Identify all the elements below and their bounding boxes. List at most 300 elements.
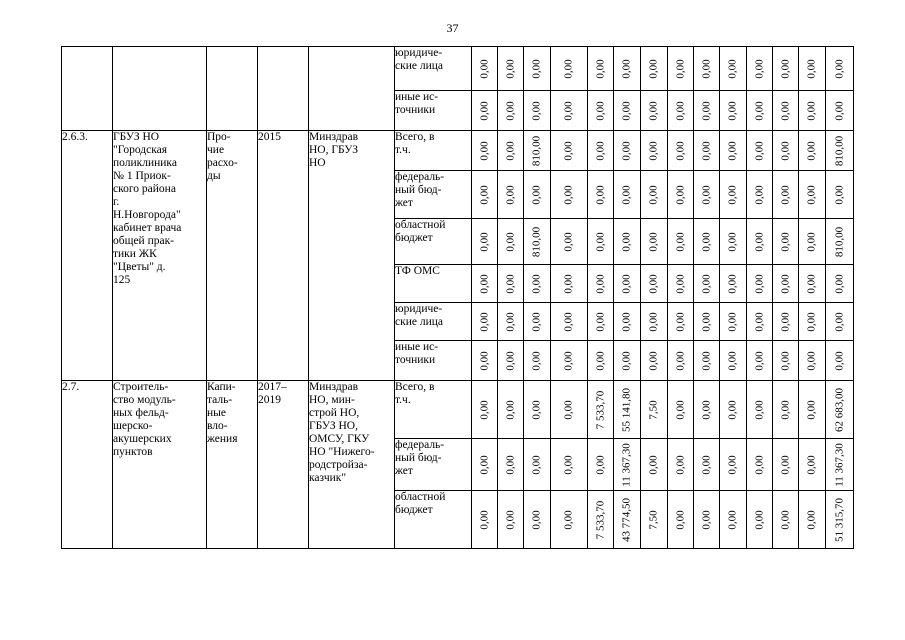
value-cell <box>588 47 614 91</box>
value-text: 0,00 <box>620 184 633 205</box>
value-text: 0,00 <box>700 509 712 530</box>
funding-source-cell: федераль- ный бюд- жет <box>395 171 472 219</box>
value-text: 0,00 <box>478 184 490 205</box>
value-text: 0,00 <box>833 184 845 205</box>
value-text: 0,00 <box>700 231 712 252</box>
value-text: 0,00 <box>594 58 606 79</box>
value-text: 0,00 <box>504 509 516 530</box>
value-cell <box>826 171 854 219</box>
value-text: 0,00 <box>779 58 791 79</box>
value-text: 0,00 <box>779 454 791 475</box>
value-cell <box>694 303 720 341</box>
value-text: 0,00 <box>647 58 660 79</box>
value-cell <box>773 439 799 491</box>
value-cell <box>799 219 826 265</box>
value-text: 0,00 <box>647 184 660 205</box>
funding-source-cell: юридиче- ские лица <box>395 47 472 91</box>
value-cell <box>668 91 694 131</box>
value-text: 0,00 <box>530 273 543 294</box>
value-text: 0,00 <box>674 454 686 475</box>
value-text: 62 683,00 <box>833 387 845 432</box>
value-cell <box>668 219 694 265</box>
value-text: 0,00 <box>620 350 633 371</box>
value-text: 0,00 <box>726 399 739 420</box>
value-cell <box>641 47 668 91</box>
value-text: 51 315,70 <box>833 497 845 542</box>
value-cell <box>588 439 614 491</box>
value-cell <box>694 219 720 265</box>
value-cell <box>747 47 773 91</box>
value-text: 0,00 <box>562 273 575 294</box>
funding-source-cell: Всего, в т.ч. <box>395 131 472 171</box>
value-cell <box>524 131 551 171</box>
value-cell <box>472 341 498 381</box>
value-cell <box>826 303 854 341</box>
value-text: 0,00 <box>594 311 606 332</box>
value-text: 0,00 <box>674 184 686 205</box>
value-cell <box>614 439 641 491</box>
value-text: 0,00 <box>620 273 633 294</box>
value-text: 0,00 <box>478 399 490 420</box>
value-text: 0,00 <box>753 184 765 205</box>
value-cell <box>747 341 773 381</box>
value-text: 0,00 <box>700 100 712 121</box>
value-text: 0,00 <box>594 184 606 205</box>
executor-cell <box>309 47 395 131</box>
value-text: 0,00 <box>805 231 818 252</box>
value-text: 0,00 <box>478 273 490 294</box>
value-cell <box>720 91 747 131</box>
value-text: 0,00 <box>674 58 686 79</box>
value-text: 7 533,70 <box>594 390 606 429</box>
value-text: 0,00 <box>562 100 575 121</box>
value-text: 810,00 <box>833 135 845 166</box>
value-cell <box>773 171 799 219</box>
value-text: 0,00 <box>504 273 516 294</box>
table-body <box>62 47 854 549</box>
value-cell <box>551 91 588 131</box>
value-text: 0,00 <box>753 58 765 79</box>
value-text: 0,00 <box>805 100 818 121</box>
value-cell <box>799 131 826 171</box>
value-text: 0,00 <box>805 58 818 79</box>
value-text: 0,00 <box>700 184 712 205</box>
value-text: 0,00 <box>805 140 818 161</box>
value-text: 0,00 <box>805 509 818 530</box>
value-cell <box>773 265 799 303</box>
value-cell <box>720 131 747 171</box>
value-cell <box>694 91 720 131</box>
value-text: 0,00 <box>700 58 712 79</box>
value-text: 11 367,30 <box>833 442 845 487</box>
value-text: 0,00 <box>779 100 791 121</box>
value-cell <box>498 381 524 439</box>
value-cell <box>826 219 854 265</box>
value-cell <box>694 47 720 91</box>
value-text: 0,00 <box>562 454 575 475</box>
value-text: 0,00 <box>562 311 575 332</box>
value-text: 0,00 <box>726 100 739 121</box>
executor-cell: Минздрав НО, мин- строй НО, ГБУЗ НО, ОМСУ, ГКУ НО "Нижего- родстройза- казчик" <box>309 381 395 549</box>
value-cell <box>668 439 694 491</box>
value-text: 0,00 <box>674 350 686 371</box>
value-text: 0,00 <box>504 58 516 79</box>
funding-source-cell: областной бюджет <box>395 219 472 265</box>
value-cell <box>773 47 799 91</box>
value-cell <box>551 219 588 265</box>
value-text: 0,00 <box>674 100 686 121</box>
value-cell <box>668 341 694 381</box>
value-cell <box>694 439 720 491</box>
value-cell <box>720 303 747 341</box>
value-cell <box>694 491 720 549</box>
value-text: 7 533,70 <box>594 500 606 539</box>
value-text: 0,00 <box>478 454 490 475</box>
value-text: 0,00 <box>620 231 633 252</box>
value-cell <box>551 47 588 91</box>
value-text: 0,00 <box>674 231 686 252</box>
value-text: 0,00 <box>478 231 490 252</box>
value-text: 0,00 <box>620 311 633 332</box>
value-text: 0,00 <box>647 140 660 161</box>
value-text: 0,00 <box>753 273 765 294</box>
value-text: 0,00 <box>562 140 575 161</box>
value-text: 0,00 <box>594 231 606 252</box>
value-cell <box>641 381 668 439</box>
value-text: 0,00 <box>779 231 791 252</box>
value-cell <box>773 131 799 171</box>
value-text: 0,00 <box>478 350 490 371</box>
value-cell <box>773 341 799 381</box>
value-cell <box>614 265 641 303</box>
value-cell <box>524 219 551 265</box>
value-text: 0,00 <box>805 399 818 420</box>
value-cell <box>747 491 773 549</box>
value-text: 0,00 <box>620 140 633 161</box>
value-cell <box>614 131 641 171</box>
value-text: 0,00 <box>562 58 575 79</box>
value-cell <box>524 265 551 303</box>
value-text: 0,00 <box>530 311 543 332</box>
value-cell <box>773 219 799 265</box>
value-text: 0,00 <box>753 311 765 332</box>
value-cell <box>498 171 524 219</box>
value-cell <box>551 131 588 171</box>
value-cell <box>551 491 588 549</box>
expense-type-cell: Про- чие расхо- ды <box>207 131 258 381</box>
value-text: 0,00 <box>674 311 686 332</box>
value-text: 0,00 <box>478 140 490 161</box>
value-cell <box>551 439 588 491</box>
value-text: 0,00 <box>594 350 606 371</box>
value-text: 43 774,50 <box>620 497 633 542</box>
value-cell <box>668 491 694 549</box>
value-text: 0,00 <box>504 350 516 371</box>
value-cell <box>641 265 668 303</box>
value-cell <box>498 91 524 131</box>
value-cell <box>826 265 854 303</box>
table-row <box>62 381 854 439</box>
value-text: 0,00 <box>594 273 606 294</box>
value-cell <box>614 91 641 131</box>
value-text: 0,00 <box>647 273 660 294</box>
value-cell <box>826 491 854 549</box>
value-text: 0,00 <box>833 311 845 332</box>
value-cell <box>641 439 668 491</box>
value-cell <box>551 381 588 439</box>
table-row <box>62 131 854 171</box>
value-cell <box>588 91 614 131</box>
value-text: 0,00 <box>562 399 575 420</box>
value-text: 0,00 <box>779 140 791 161</box>
value-cell <box>588 171 614 219</box>
value-text: 0,00 <box>647 454 660 475</box>
value-cell <box>799 91 826 131</box>
value-cell <box>588 265 614 303</box>
value-text: 0,00 <box>478 509 490 530</box>
value-text: 0,00 <box>530 58 543 79</box>
value-cell <box>472 265 498 303</box>
value-cell <box>641 341 668 381</box>
value-cell <box>498 341 524 381</box>
value-cell <box>668 265 694 303</box>
value-text: 0,00 <box>674 273 686 294</box>
value-cell <box>498 265 524 303</box>
value-text: 7,50 <box>647 509 660 530</box>
value-cell <box>588 219 614 265</box>
value-text: 0,00 <box>594 100 606 121</box>
value-text: 0,00 <box>833 273 845 294</box>
value-cell <box>799 265 826 303</box>
value-cell <box>773 303 799 341</box>
value-cell <box>720 219 747 265</box>
value-text: 0,00 <box>478 311 490 332</box>
value-text: 0,00 <box>779 184 791 205</box>
value-text: 0,00 <box>562 509 575 530</box>
value-cell <box>524 491 551 549</box>
value-cell <box>773 381 799 439</box>
value-cell <box>641 303 668 341</box>
value-text: 0,00 <box>726 350 739 371</box>
value-cell <box>799 47 826 91</box>
value-text: 0,00 <box>530 100 543 121</box>
value-text: 0,00 <box>562 231 575 252</box>
item-name-cell: Строитель- ство модуль- ных фельд- шерско- акушерских пунктов <box>113 381 207 549</box>
funding-source-cell: Всего, в т.ч. <box>395 381 472 439</box>
value-text: 0,00 <box>726 231 739 252</box>
value-cell <box>551 303 588 341</box>
value-cell <box>551 341 588 381</box>
value-cell <box>614 341 641 381</box>
value-cell <box>747 265 773 303</box>
value-cell <box>588 341 614 381</box>
value-cell <box>472 381 498 439</box>
value-text: 0,00 <box>594 140 606 161</box>
item-name-cell <box>113 47 207 131</box>
value-cell <box>472 219 498 265</box>
value-text: 0,00 <box>478 58 490 79</box>
budget-table <box>61 46 854 549</box>
value-text: 810,00 <box>530 135 543 166</box>
value-cell <box>826 341 854 381</box>
value-text: 0,00 <box>504 399 516 420</box>
value-text: 0,00 <box>753 231 765 252</box>
value-text: 0,00 <box>753 509 765 530</box>
value-text: 0,00 <box>805 454 818 475</box>
value-cell <box>773 91 799 131</box>
value-cell <box>747 219 773 265</box>
value-text: 0,00 <box>753 140 765 161</box>
value-cell <box>826 47 854 91</box>
value-text: 0,00 <box>620 100 633 121</box>
value-text: 0,00 <box>779 311 791 332</box>
value-text: 0,00 <box>753 399 765 420</box>
value-text: 0,00 <box>779 509 791 530</box>
value-text: 0,00 <box>562 350 575 371</box>
value-text: 0,00 <box>726 184 739 205</box>
value-text: 0,00 <box>753 100 765 121</box>
value-text: 0,00 <box>530 184 543 205</box>
value-cell <box>614 491 641 549</box>
funding-source-cell: федераль- ный бюд- жет <box>395 439 472 491</box>
item-number-cell: 2.6.3. <box>62 131 113 381</box>
value-cell <box>720 265 747 303</box>
period-cell <box>258 47 309 131</box>
expense-type-cell <box>207 47 258 131</box>
funding-source-cell: иные ис- точники <box>395 91 472 131</box>
value-text: 0,00 <box>726 273 739 294</box>
value-text: 0,00 <box>530 399 543 420</box>
value-cell <box>551 265 588 303</box>
value-text: 0,00 <box>805 350 818 371</box>
value-text: 0,00 <box>726 509 739 530</box>
funding-source-cell: юридиче- ские лица <box>395 303 472 341</box>
value-cell <box>472 131 498 171</box>
value-text: 810,00 <box>530 226 543 257</box>
value-cell <box>472 91 498 131</box>
value-text: 0,00 <box>805 311 818 332</box>
value-text: 0,00 <box>478 100 490 121</box>
value-cell <box>747 439 773 491</box>
value-text: 0,00 <box>530 509 543 530</box>
value-text: 0,00 <box>530 454 543 475</box>
value-cell <box>498 47 524 91</box>
value-text: 0,00 <box>753 454 765 475</box>
funding-source-cell: областной бюджет <box>395 491 472 549</box>
value-cell <box>614 303 641 341</box>
value-text: 0,00 <box>805 184 818 205</box>
item-number-cell: 2.7. <box>62 381 113 549</box>
value-cell <box>524 47 551 91</box>
value-cell <box>826 439 854 491</box>
value-cell <box>498 439 524 491</box>
value-cell <box>720 381 747 439</box>
value-cell <box>614 171 641 219</box>
value-cell <box>498 303 524 341</box>
value-cell <box>720 171 747 219</box>
value-text: 0,00 <box>674 140 686 161</box>
value-text: 0,00 <box>726 58 739 79</box>
value-cell <box>720 491 747 549</box>
expense-type-cell: Капи- таль- ные вло- жения <box>207 381 258 549</box>
value-cell <box>668 303 694 341</box>
value-cell <box>720 47 747 91</box>
value-text: 0,00 <box>504 454 516 475</box>
value-text: 0,00 <box>647 231 660 252</box>
value-cell <box>799 171 826 219</box>
value-cell <box>588 131 614 171</box>
value-cell <box>668 131 694 171</box>
value-text: 11 367,30 <box>620 442 633 487</box>
value-cell <box>668 171 694 219</box>
value-cell <box>498 131 524 171</box>
value-cell <box>747 91 773 131</box>
value-cell <box>747 303 773 341</box>
period-cell: 2017– 2019 <box>258 381 309 549</box>
value-text: 0,00 <box>647 311 660 332</box>
value-cell <box>524 341 551 381</box>
value-cell <box>799 491 826 549</box>
value-text: 0,00 <box>779 273 791 294</box>
value-text: 0,00 <box>779 399 791 420</box>
value-text: 0,00 <box>504 100 516 121</box>
value-cell <box>614 219 641 265</box>
value-text: 55 141,80 <box>620 387 633 432</box>
value-text: 0,00 <box>726 140 739 161</box>
table-row <box>62 47 854 91</box>
value-cell <box>641 219 668 265</box>
funding-source-cell: иные ис- точники <box>395 341 472 381</box>
value-text: 0,00 <box>700 350 712 371</box>
value-text: 0,00 <box>530 350 543 371</box>
value-cell <box>826 131 854 171</box>
value-cell <box>720 439 747 491</box>
value-text: 0,00 <box>674 509 686 530</box>
value-cell <box>472 303 498 341</box>
value-text: 0,00 <box>700 273 712 294</box>
item-number-cell <box>62 47 113 131</box>
value-cell <box>588 491 614 549</box>
value-cell <box>747 381 773 439</box>
value-cell <box>472 439 498 491</box>
page-number: 37 <box>446 21 459 35</box>
value-text: 0,00 <box>700 399 712 420</box>
value-text: 0,00 <box>504 311 516 332</box>
value-text: 0,00 <box>674 399 686 420</box>
value-text: 0,00 <box>700 140 712 161</box>
value-text: 0,00 <box>753 350 765 371</box>
value-cell <box>472 47 498 91</box>
item-name-cell: ГБУЗ НО "Городская поликлиника № 1 Приок- ского района г. Н.Новгорода" кабинет врача общей прак- тики ЖК "Цветы" д. 125 <box>113 131 207 381</box>
value-text: 0,00 <box>779 350 791 371</box>
funding-source-cell: ТФ ОМС <box>395 265 472 303</box>
value-text: 0,00 <box>833 350 845 371</box>
value-cell <box>472 491 498 549</box>
value-cell <box>472 171 498 219</box>
value-cell <box>773 491 799 549</box>
executor-cell: Минздрав НО, ГБУЗ НО <box>309 131 395 381</box>
value-cell <box>614 47 641 91</box>
value-text: 0,00 <box>620 58 633 79</box>
period-cell: 2015 <box>258 131 309 381</box>
value-text: 0,00 <box>833 58 845 79</box>
value-text: 0,00 <box>805 273 818 294</box>
value-cell <box>588 381 614 439</box>
value-text: 0,00 <box>504 184 516 205</box>
value-cell <box>498 219 524 265</box>
value-text: 0,00 <box>647 350 660 371</box>
value-cell <box>747 171 773 219</box>
